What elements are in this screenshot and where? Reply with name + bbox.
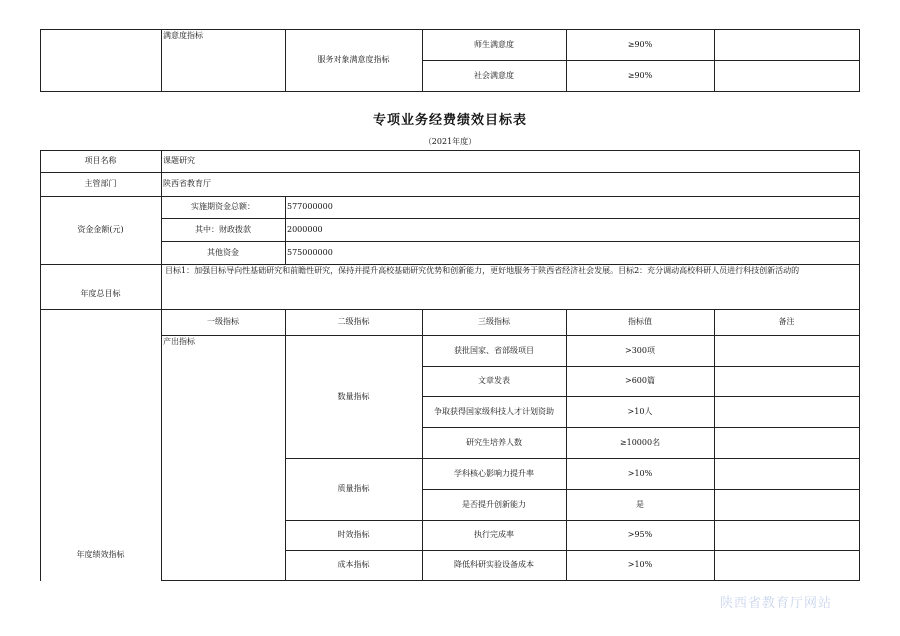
service-target-indicator-label: 服务对象满意度指标	[317, 55, 390, 64]
indicator-value: ≥10000名	[619, 437, 661, 447]
indicator-value: >95%	[627, 530, 653, 539]
output-indicator-label: 产出指标	[163, 337, 195, 346]
teacher-student-satisfaction-value: ≥90%	[627, 39, 653, 49]
indicator-value: >10%	[627, 560, 653, 569]
cost-indicator-label: 成本指标	[337, 560, 370, 569]
fund-fiscal-label: 其中：财政拨款	[195, 224, 251, 234]
fund-amount-label: 资金金额(元)	[77, 225, 124, 234]
fund-total-label: 实施期资金总额：	[191, 202, 255, 211]
annual-goal-text: 目标1：加强目标导向性基础研究和前瞻性研究，保持并提升高校基础研究优势和创新能力，更好地服务于陕西省经济社会发展。目标2：充分调动高校科研人员进行科技创新活动的	[165, 266, 800, 275]
header-level3: 三级指标	[478, 317, 510, 326]
header-level2: 二级指标	[337, 317, 370, 326]
indicator-name: 研究生培养人数	[466, 437, 522, 447]
indicator-name: 学科核心影响力提升率	[454, 468, 534, 478]
fund-other-label: 其他资金	[207, 247, 239, 257]
project-name-label: 项目名称	[84, 156, 117, 165]
page-subtitle: （2021年度）	[423, 137, 477, 146]
indicator-name: 争取获得国家级科技人才计划资助	[434, 406, 554, 416]
header-level1: 一级指标	[207, 317, 239, 326]
indicator-value: 是	[636, 499, 644, 509]
social-satisfaction-label: 社会满意度	[474, 70, 514, 80]
teacher-student-satisfaction-label: 师生满意度	[474, 39, 514, 49]
fund-total-value: 577000000	[287, 202, 333, 211]
site-watermark: 陕西省教育厅网站	[720, 596, 833, 611]
quality-indicator-label: 质量指标	[337, 484, 370, 493]
annual-goal-label: 年度总目标	[80, 288, 121, 298]
dept-label: 主管部门	[84, 179, 117, 188]
indicator-value: >10%	[627, 468, 653, 478]
quantity-indicator-label: 数量指标	[337, 391, 370, 401]
project-name-value: 课题研究	[163, 156, 195, 165]
dept-value: 陕西省教育厅	[163, 179, 211, 188]
indicator-name: 文章发表	[478, 376, 510, 385]
header-value: 指标值	[628, 317, 652, 326]
social-satisfaction-value: ≥90%	[627, 70, 653, 80]
indicator-name: 执行完成率	[474, 530, 514, 539]
indicator-name: 降低科研实验设备成本	[454, 560, 534, 569]
page-title: 专项业务经费绩效目标表	[372, 113, 527, 128]
fund-fiscal-value: 2000000	[287, 224, 323, 234]
fund-other-value: 575000000	[287, 247, 333, 257]
indicator-name: 获批国家、省部级项目	[454, 345, 534, 355]
header-remark: 备注	[778, 317, 795, 326]
indicator-value: >300项	[625, 345, 655, 355]
timeliness-indicator-label: 时效指标	[337, 530, 370, 539]
indicator-value: >10人	[627, 406, 653, 416]
annual-performance-label: 年度绩效指标	[76, 550, 125, 559]
indicator-name: 是否提升创新能力	[462, 499, 526, 509]
indicator-value: >600篇	[625, 376, 655, 385]
satisfaction-indicator-label: 满意度指标	[163, 31, 203, 40]
